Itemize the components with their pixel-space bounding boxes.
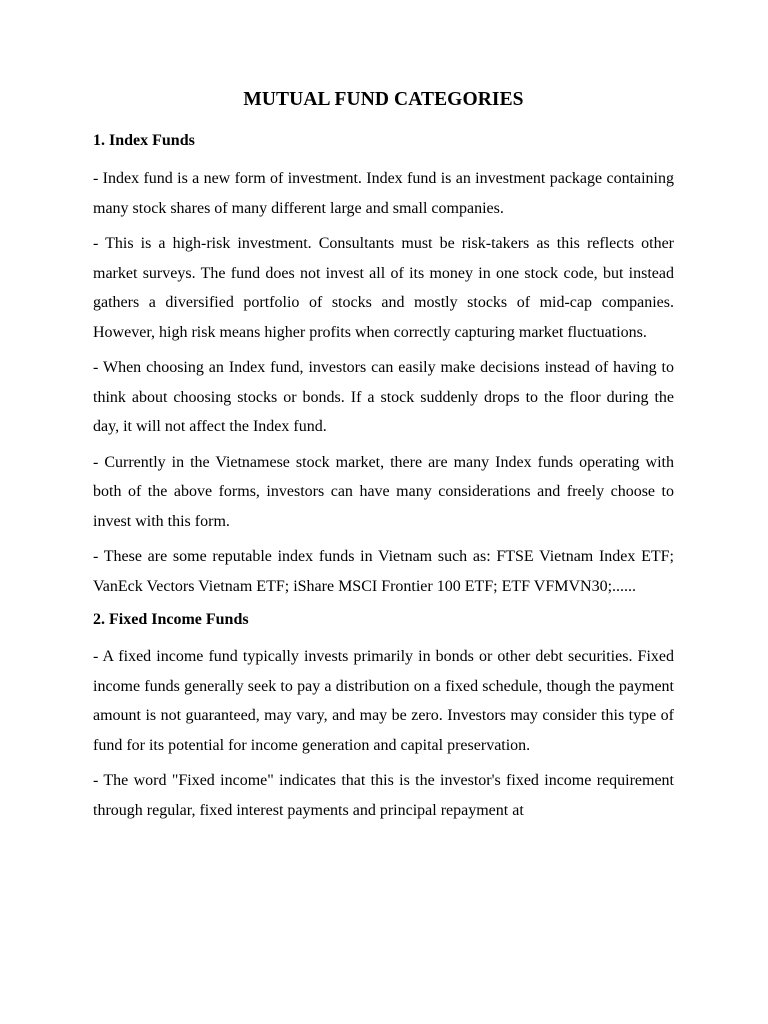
- paragraph: - A fixed income fund typically invests primarily in bonds or other debt securities. Fixed income funds generally seek to pay a distribution on a fixed schedule, though the payment amount is not guaranteed, may vary, and may be zero. Investors may consider this type of fund for its potential for income generation and capital preservation.: [93, 648, 674, 754]
- section-fixed-income-funds: [93, 608, 674, 825]
- paragraph: - This is a high-risk investment. Consultants must be risk-takers as this reflects other market surveys. The fund does not invest all of its money in one stock code, but instead gathers a diversified portfolio of stocks and mostly stocks of mid-cap companies. However, high risk means higher profits when correctly capturing market fluctuations.: [93, 235, 674, 341]
- document-title: MUTUAL FUND CATEGORIES: [243, 89, 524, 110]
- section-heading: 1. Index Funds: [93, 132, 195, 149]
- paragraph: - Index fund is a new form of investment. Index fund is an investment package containing many stock shares of many different large and small companies.: [93, 170, 674, 217]
- document-page: [93, 86, 674, 825]
- section-index-funds: [93, 129, 674, 601]
- paragraph: - Currently in the Vietnamese stock market, there are many Index funds operating with both of the above forms, investors can have many considerations and freely choose to invest with this form.: [93, 453, 674, 530]
- paragraph: - The word "Fixed income" indicates that this is the investor's fixed income requirement through regular, fixed interest payments and principal repayment at: [93, 772, 674, 819]
- section-heading: 2. Fixed Income Funds: [93, 611, 249, 628]
- paragraph: - These are some reputable index funds in Vietnam such as: FTSE Vietnam Index ETF; VanEck Vectors Vietnam ETF; iShare MSCI Frontier 100 ETF; ETF VFMVN30;......: [93, 548, 674, 595]
- paragraph: - When choosing an Index fund, investors can easily make decisions instead of having to think about choosing stocks or bonds. If a stock suddenly drops to the floor during the day, it will not affect the Index fund.: [93, 359, 674, 435]
